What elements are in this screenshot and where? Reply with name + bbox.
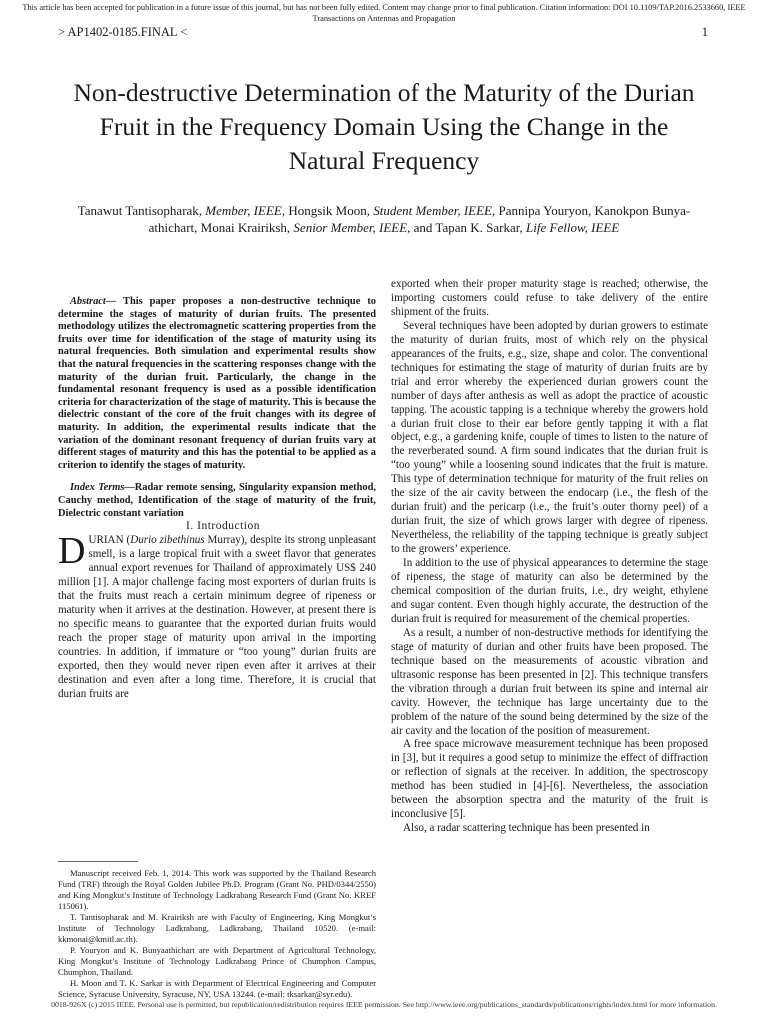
paper-title: Non-destructive Determination of the Maturity of the Durian Fruit in the Frequency Domain Using the Change in the Natural Frequency (73, 78, 695, 175)
intro-text-rest: Murray), despite its strong unpleasant smell, is a large tropical fruit with a sweet flavor that generates annual export revenues for Thailand of approximately US$ 240 million [1]. A major challenge facing most exporters of durian fruits is that the fruits must reach a certain minimum degree of ripeness or maturity when it arrives at the destination. However, at present there is no specific means to guarantee that the exported durian fruits would reach the proper stage of maturity upon arrival in the importing countries. In addition, if immature or “too young” durian fruits are exported, then they would never ripen even after it arrives at their destination and even after a long time. Therefore, it is crucial that durian fruits are (58, 534, 377, 700)
body-paragraph: A free space microwave measurement technique has been proposed in [3], but it requires a good setup to minimize the effect of diffraction or reflection of signals at the receiver. In addition, the spectroscopy method has been studied in [4]-[6]. Nevertheless, the association between the absorption spectra and the maturity of the fruit is inconclusive [5]. (391, 738, 708, 821)
footnote: Manuscript received Feb. 1, 2014. This work was supported by the Thailand Research Fund (TRF) through the Royal Golden Jubilee Ph.D. Program (Grant No. PHD/0344/2550) and King Mongkut’s Institute of Technology Ladkrabang Research Fund (Grant No. KREF 115061). (58, 868, 376, 911)
species-name: Durio zibethinus (130, 534, 205, 547)
publication-notice: This article has been accepted for publication in a future issue of this journal, but has not been fully edited. Content may change prior to final publication. Citation information: DOI 10.1109/TAP.2016.2533660, IEEE Transactions on Antennas and Propagation (22, 3, 746, 23)
footnote: H. Moon and T. K. Sarkar is with Department of Electrical Engineering and Computer Science, Syracuse University, Syracuse, NY, USA 13244. (e-mail: tksarkar@syr.edu). (58, 978, 376, 999)
intro-paragraph (58, 530, 377, 701)
footnotes (58, 868, 376, 1000)
body-paragraph: Also, a radar scattering technique has been presented in (403, 822, 650, 835)
body-paragraph: In addition to the use of physical appearances to determine the stage of ripeness, the stage of maturity can also be determined by the chemical composition of the durian fruits, i.e., dry weight, ethylene and sugar content. Even though highly accurate, the destruction of the durian fruit is required for measurement of the chemical properties. (391, 557, 708, 625)
body-paragraph: Several techniques have been adopted by durian growers to estimate the maturity of durian fruits, most of which rely on the physical appearances of the fruits, e.g., size, shape and color. The conventional techniques for estimating the stage of maturity of durian fruits are by trial and error whereby the experienced durian growers count the number of days after anthesis as well as adopt the practice of acoustic tapping. The acoustic tapping is a technique whereby the growers hold a durian fruit close to their ear before gently tapping it with a flat object, e.g., a gardening knife, couple of times to listen to the nature of the reverberated sound. A firm sound indicates that the durian fruit is “too young” while a loosening sound indicates that the fruit is mature. This type of determination technique for maturity of the fruit relies on the size of the air cavity between the endocarp (i.e., the flesh of the durian fruit) and the pericarp (i.e., the fruit’s outer thorny peel) of a durian fruit, the size of which grows larger with degree of ripeness. Nevertheless, the reliability of the tapping technique is greatly subject to the growers’ experience. (391, 319, 708, 556)
author-list (70, 203, 698, 236)
left-column (58, 296, 376, 701)
author-text: Tanawut Tantisopharak, (77, 203, 206, 218)
page-number: 1 (701, 25, 708, 39)
footnote: P. Youryon and K. Bunyaathichart are with Department of Agricultural Technology, King Mongkut’s Institute of Technology Ladkrabang Prince of Chumphon Campus, Chumphon, Thailand. (58, 945, 376, 977)
intro-text-start: URIAN ( (88, 534, 131, 547)
footnote: T. Tantisopharak and M. Krairiksh are with Faculty of Engineering, King Mongkut’s Institute of Technology Ladkrabang, Ladkrabang, Thailand 10520. (e-mail: kkmonai@kmitl.ac.th). (58, 912, 376, 944)
right-column (391, 278, 708, 836)
author-role: Member, IEEE (205, 203, 282, 218)
author-text: , and Tapan K. Sarkar, (407, 219, 527, 235)
author-text: , Pannipa Youryon, Kanokpon Bunya-athichart, Monai Krairiksh, (148, 203, 691, 235)
drop-cap: D (58, 530, 86, 573)
body-paragraph: As a result, a number of non-destructive methods for identifying the stage of maturity of durian and other fruits have been proposed. The technique based on the measurements of acoustic vibration and ultrasonic response has been presented in [2]. This technique transfers the vibration through a durian fruit between its spine and internal air cavity. However, the technique has large uncertainty due to the problem of the nature of the sound being determined by the size of the air cavity and the location of the position of measurement. (391, 626, 708, 737)
abstract-label: Abstract (70, 296, 106, 307)
running-head (58, 25, 708, 40)
copyright-notice: 0018-926X (c) 2015 IEEE. Personal use is permitted, but republication/redistribution requires IEEE permission. See http://www.ieee.org/publications_standards/publications/rights/index.html for more information. (51, 1000, 717, 1009)
author-role: Student Member, IEEE (373, 203, 492, 218)
abstract (58, 296, 376, 520)
abstract-text: — This paper proposes a non-destructive technique to determine the stages of maturity of durian fruits. The presented methodology utilizes the electromagnetic scattering properties from the fruits over time for identification of the stage of maturity using its natural frequencies. Both simulation and experimental results show that the natural frequencies in the scattering responses change with the maturity of the durian fruit. Particularly, the change in the fundamental resonant frequency is used as a possible identification criteria for characterization of the stage of maturity. This is because the dielectric constant of the core of the fruit changes with its degree of maturity. In addition, the experimental results indicate that the variation of the dominant resonant frequency of durian fruits vary at different stages of maturity and this has the potential to be applied as a criterion to identify the stages of maturity. (58, 296, 376, 471)
author-role: Senior Member, IEEE (293, 219, 408, 235)
footnote-divider (58, 861, 138, 862)
author-text: , Hongsik Moon, (281, 203, 374, 218)
index-terms-label: Index Terms (70, 482, 125, 494)
section-heading-introduction: I. Introduction (186, 520, 260, 533)
manuscript-id: > AP1402-0185.FINAL < (58, 25, 188, 39)
index-terms-text: —Radar remote sensing, Singularity expansion method, Cauchy method, Identification of the stage of maturity of the fruit, Dielectric constant variation (58, 482, 376, 519)
body-paragraph: exported when their proper maturity stage is reached; otherwise, the importing customers could refuse to take delivery of the entire shipment of the fruits. (391, 278, 708, 318)
author-role: Life Fellow, IEEE (526, 219, 620, 235)
